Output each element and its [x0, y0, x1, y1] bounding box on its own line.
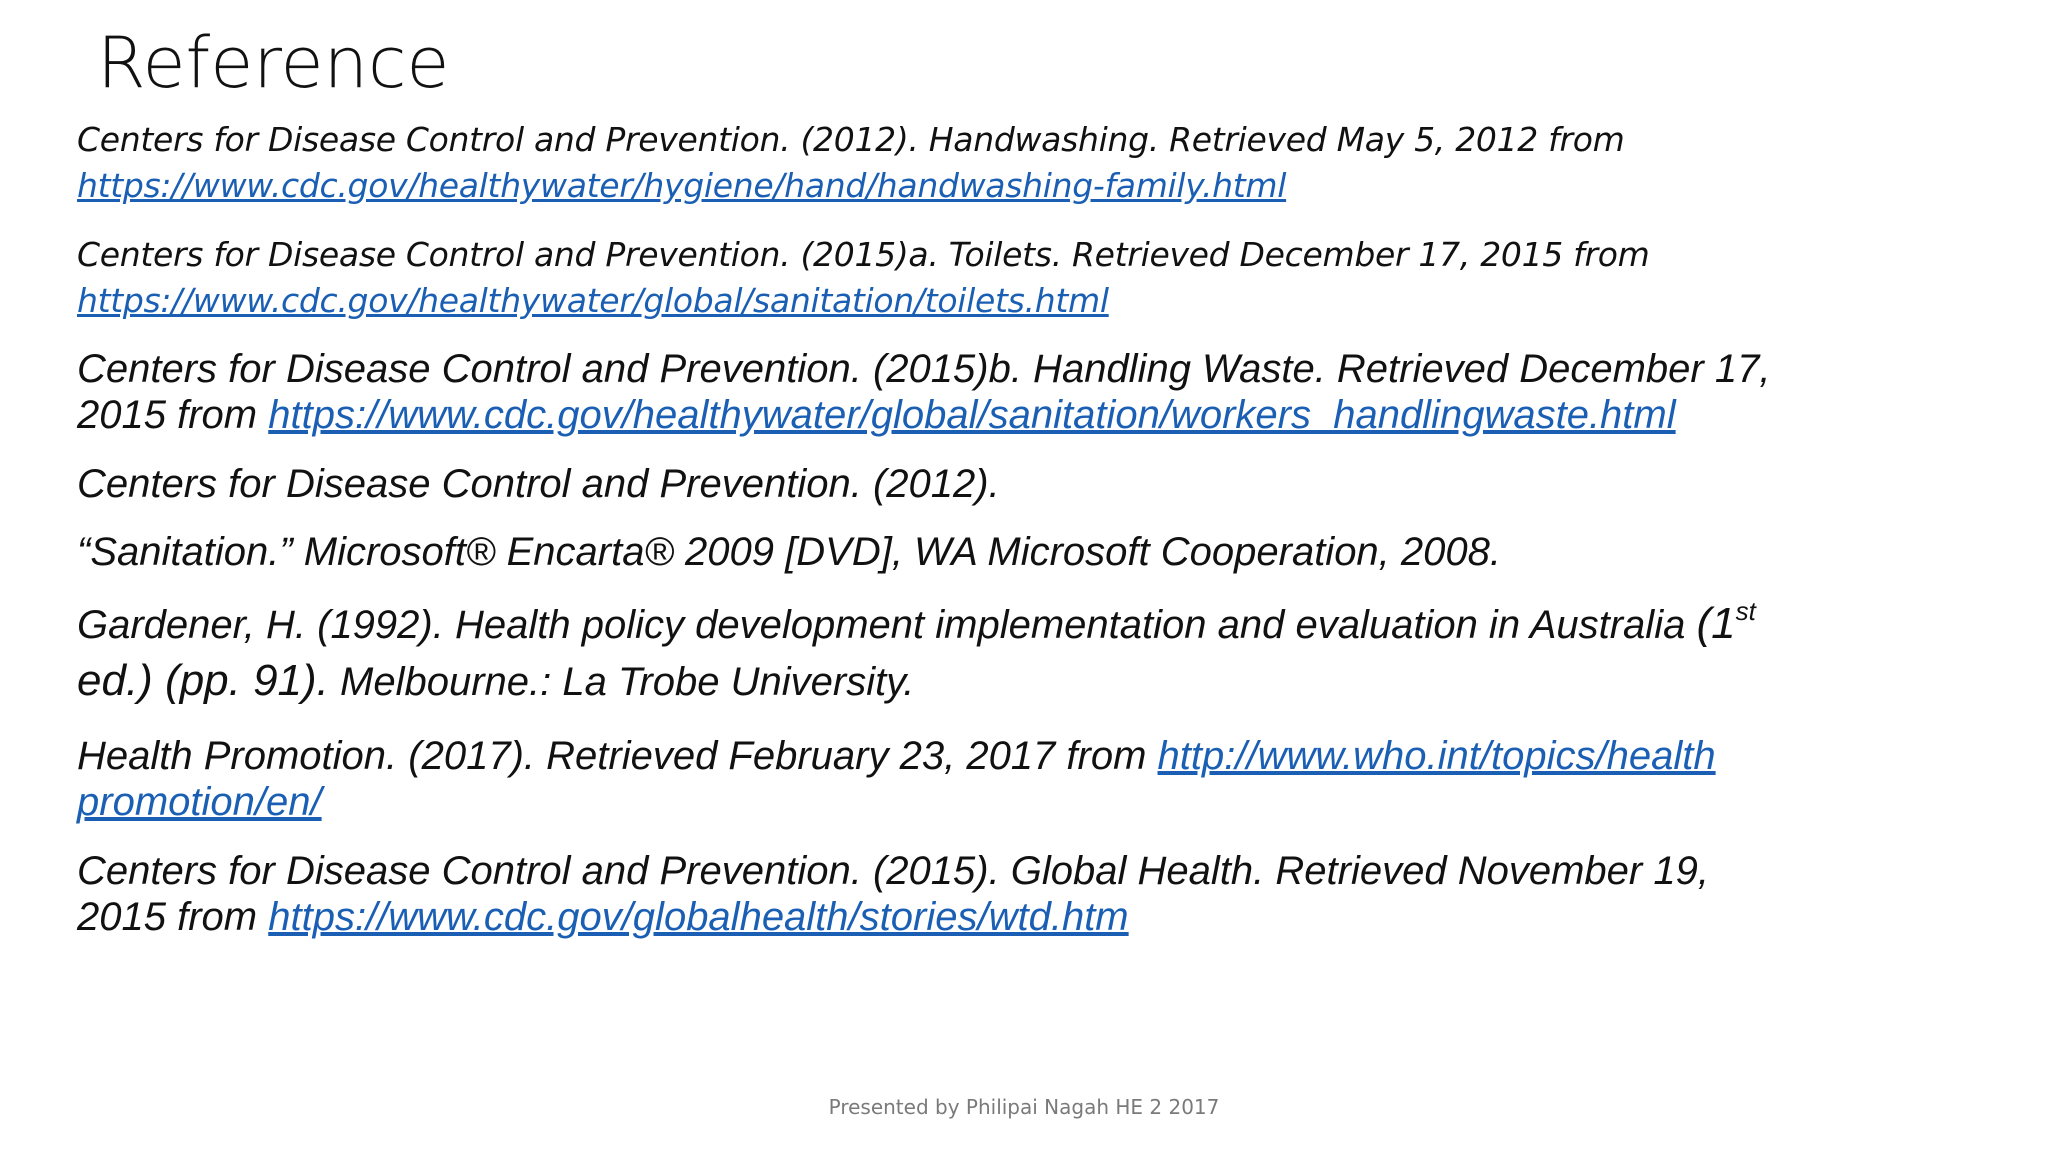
reference-6-line1-text: Gardener, H. (1992). Health policy development implementation and evaluation in Australia: [77, 603, 1697, 647]
reference-4-text: Centers for Disease Control and Prevention. (2012).: [77, 462, 1000, 506]
reference-7-link-part1[interactable]: http://www.who.int/topics/health: [1157, 734, 1716, 778]
reference-4: [77, 461, 1000, 507]
reference-2-link[interactable]: https://www.cdc.gov/healthywater/global/sanitation/toilets.html: [77, 281, 1109, 320]
reference-5-text: “Sanitation.” Microsoft® Encarta® 2009 [DVD], WA Microsoft Cooperation, 2008.: [77, 530, 1502, 574]
reference-8-line1: Centers for Disease Control and Prevention. (2015). Global Health. Retrieved November 19,: [77, 849, 1709, 893]
reference-1: [77, 117, 1624, 209]
reference-2-text: Centers for Disease Control and Prevention. (2015)a. Toilets. Retrieved December 17, 2015 from: [77, 235, 1650, 274]
reference-7-link-part2[interactable]: promotion/en/: [77, 780, 322, 824]
reference-3-link[interactable]: https://www.cdc.gov/healthywater/global/sanitation/workers_handlingwaste.html: [268, 393, 1676, 437]
reference-8-prefix: 2015 from: [77, 895, 269, 939]
reference-5: [77, 529, 1501, 575]
reference-6-line2: [77, 658, 1756, 705]
reference-1-text: Centers for Disease Control and Prevention. (2012). Handwashing. Retrieved May 5, 2012 from: [77, 120, 1625, 159]
reference-7: [77, 733, 1716, 825]
reference-8: [77, 848, 1709, 940]
reference-6-pages: ed.) (pp. 91).: [77, 656, 329, 705]
reference-6-edition: (1: [1696, 599, 1736, 648]
reference-6-edition-sup: st: [1735, 596, 1756, 626]
reference-8-line2: [77, 894, 1709, 940]
slide-footer: Presented by Philipai Nagah HE 2 2017: [828, 1095, 1220, 1119]
slide-title: Reference: [97, 22, 450, 104]
reference-7-text: Health Promotion. (2017). Retrieved February 23, 2017 from: [77, 734, 1158, 778]
reference-6: [77, 596, 1756, 705]
reference-7-line1: [77, 733, 1716, 779]
reference-3-line1: Centers for Disease Control and Prevention. (2015)b. Handling Waste. Retrieved December 17,: [77, 347, 1771, 391]
reference-3-line2: [77, 392, 1770, 438]
reference-8-link[interactable]: https://www.cdc.gov/globalhealth/stories/wtd.htm: [268, 895, 1129, 939]
reference-6-line1: [77, 596, 1756, 648]
reference-6-publisher: Melbourne.: La Trobe University.: [328, 660, 915, 704]
reference-2: [77, 232, 1650, 324]
reference-3: [77, 346, 1770, 438]
reference-1-link[interactable]: https://www.cdc.gov/healthywater/hygiene/hand/handwashing-family.html: [77, 166, 1287, 205]
reference-3-prefix: 2015 from: [77, 393, 269, 437]
